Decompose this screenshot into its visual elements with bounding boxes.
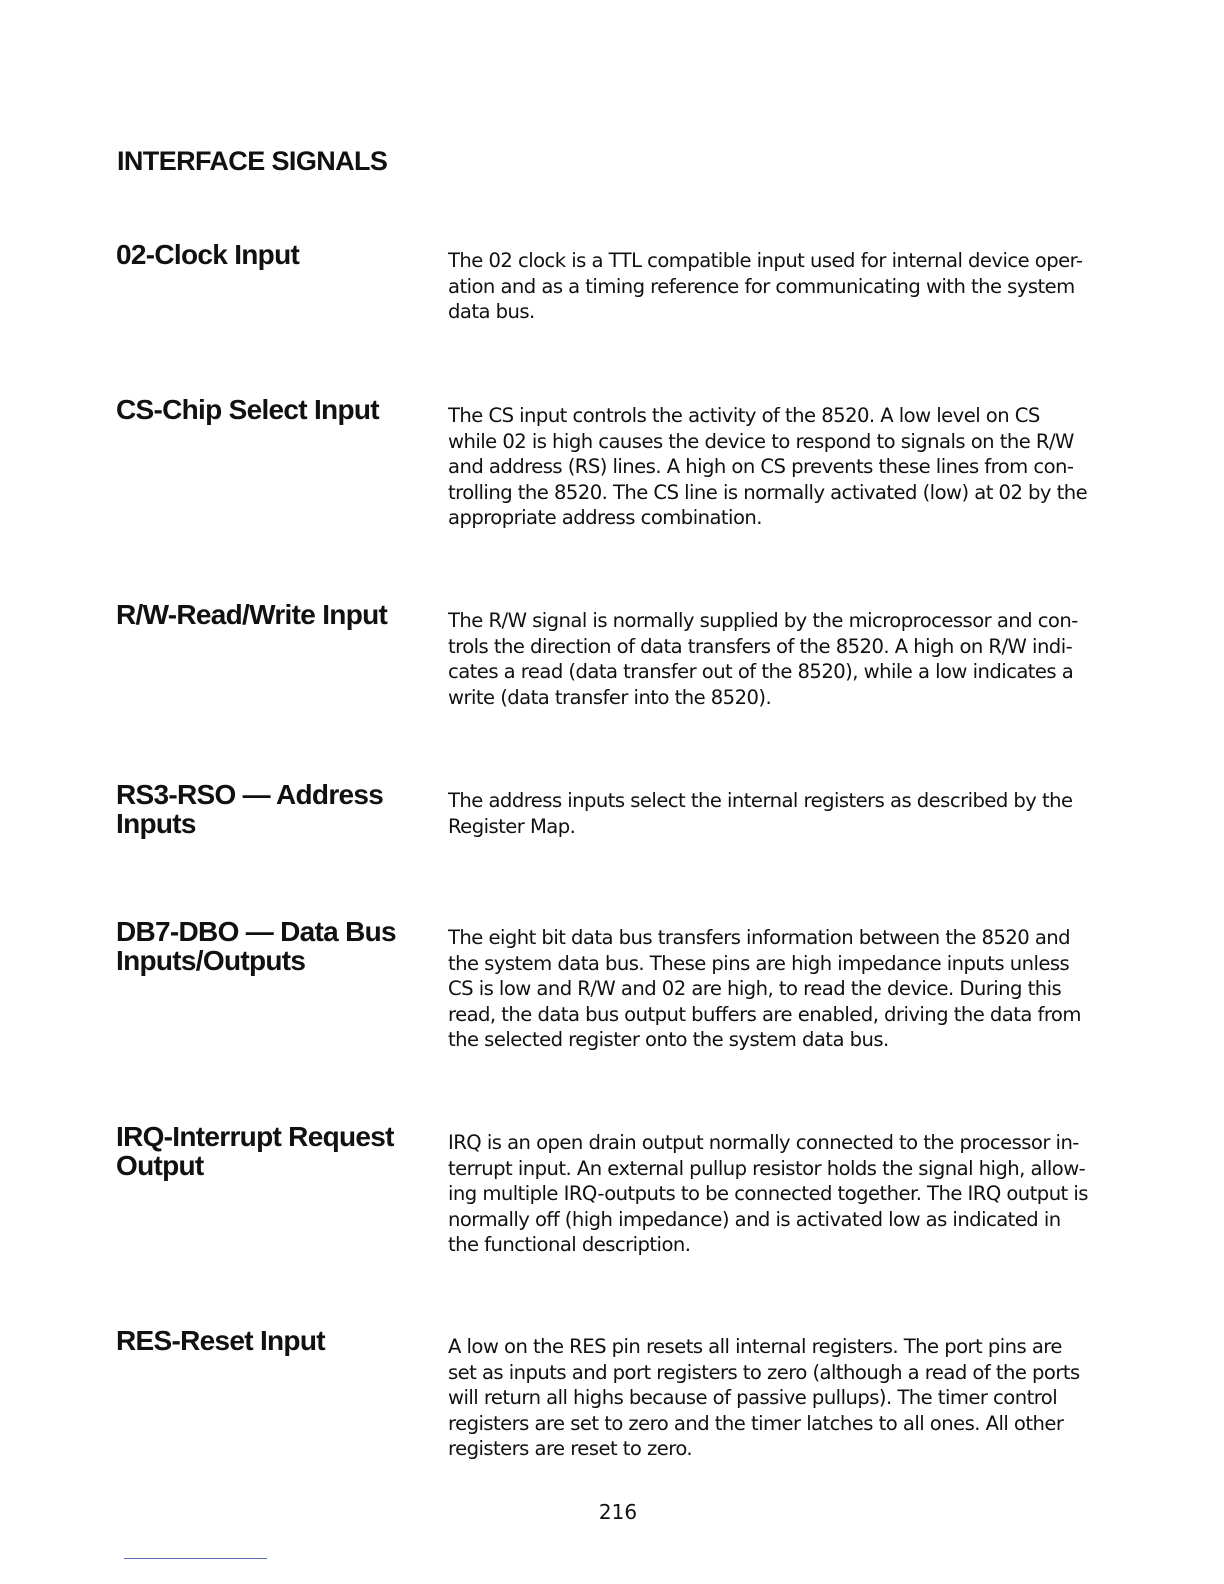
signal-name: 02-Clock Input — [116, 239, 300, 270]
signal-name: CS-Chip Select Input — [116, 394, 379, 425]
signal-description: The CS input controls the activity of the 8520. A low level on CS while 02 is high causes the device to respond to signals on the R/W and address (RS) lines. A high on CS prevents these lines from con-trolling the 8520. The CS line is normally activated (low) at 02 by the appropriate address combination. — [448, 404, 1088, 530]
signal-description: A low on the RES pin resets all internal registers. The port pins are set as inputs and port registers to zero (although a read of the ports will return all highs because of passive pullups). The timer control registers are set to zero and the timer latches to all ones. All other registers are reset to zero. — [448, 1335, 1080, 1461]
signal-description: The eight bit data bus transfers information between the 8520 and the system data bus. These pins are high impedance inputs unless CS is low and R/W and 02 are high, to read the device. During this read, the data bus output buffers are enabled, driving the data from the selected register onto the system data bus. — [448, 926, 1081, 1052]
signal-name: RES-Reset Input — [116, 1325, 325, 1356]
signal-name: R/W-Read/Write Input — [116, 599, 388, 630]
signal-description: IRQ is an open drain output normally connected to the processor in-terrupt input. An external pullup resistor holds the signal high, allow-ing multiple IRQ-outputs to be connected together. The IRQ output is normally off (high impedance) and is activated low as indicated in the functional description. — [448, 1131, 1088, 1257]
section-title: INTERFACE SIGNALS — [117, 146, 388, 176]
signal-name: RS3-RSO — Address Inputs — [116, 779, 384, 839]
signal-description: The address inputs select the internal registers as described by the Register Map. — [448, 789, 1073, 838]
signal-name: DB7-DBO — Data Bus Inputs/Outputs — [116, 916, 396, 976]
signal-description: The 02 clock is a TTL compatible input used for internal device oper-ation and as a timing reference for communicating with the system data bus. — [448, 249, 1083, 324]
footer-rule — [124, 1558, 267, 1559]
page-number: 216 — [598, 1500, 638, 1524]
signal-description: The R/W signal is normally supplied by the microprocessor and con-trols the direction of data transfers of the 8520. A high on R/W indi-cates a read (data transfer out of the 8520), while a low indicates a write (data transfer into the 8520). — [448, 609, 1078, 709]
signal-name: IRQ-Interrupt Request Output — [116, 1121, 394, 1181]
